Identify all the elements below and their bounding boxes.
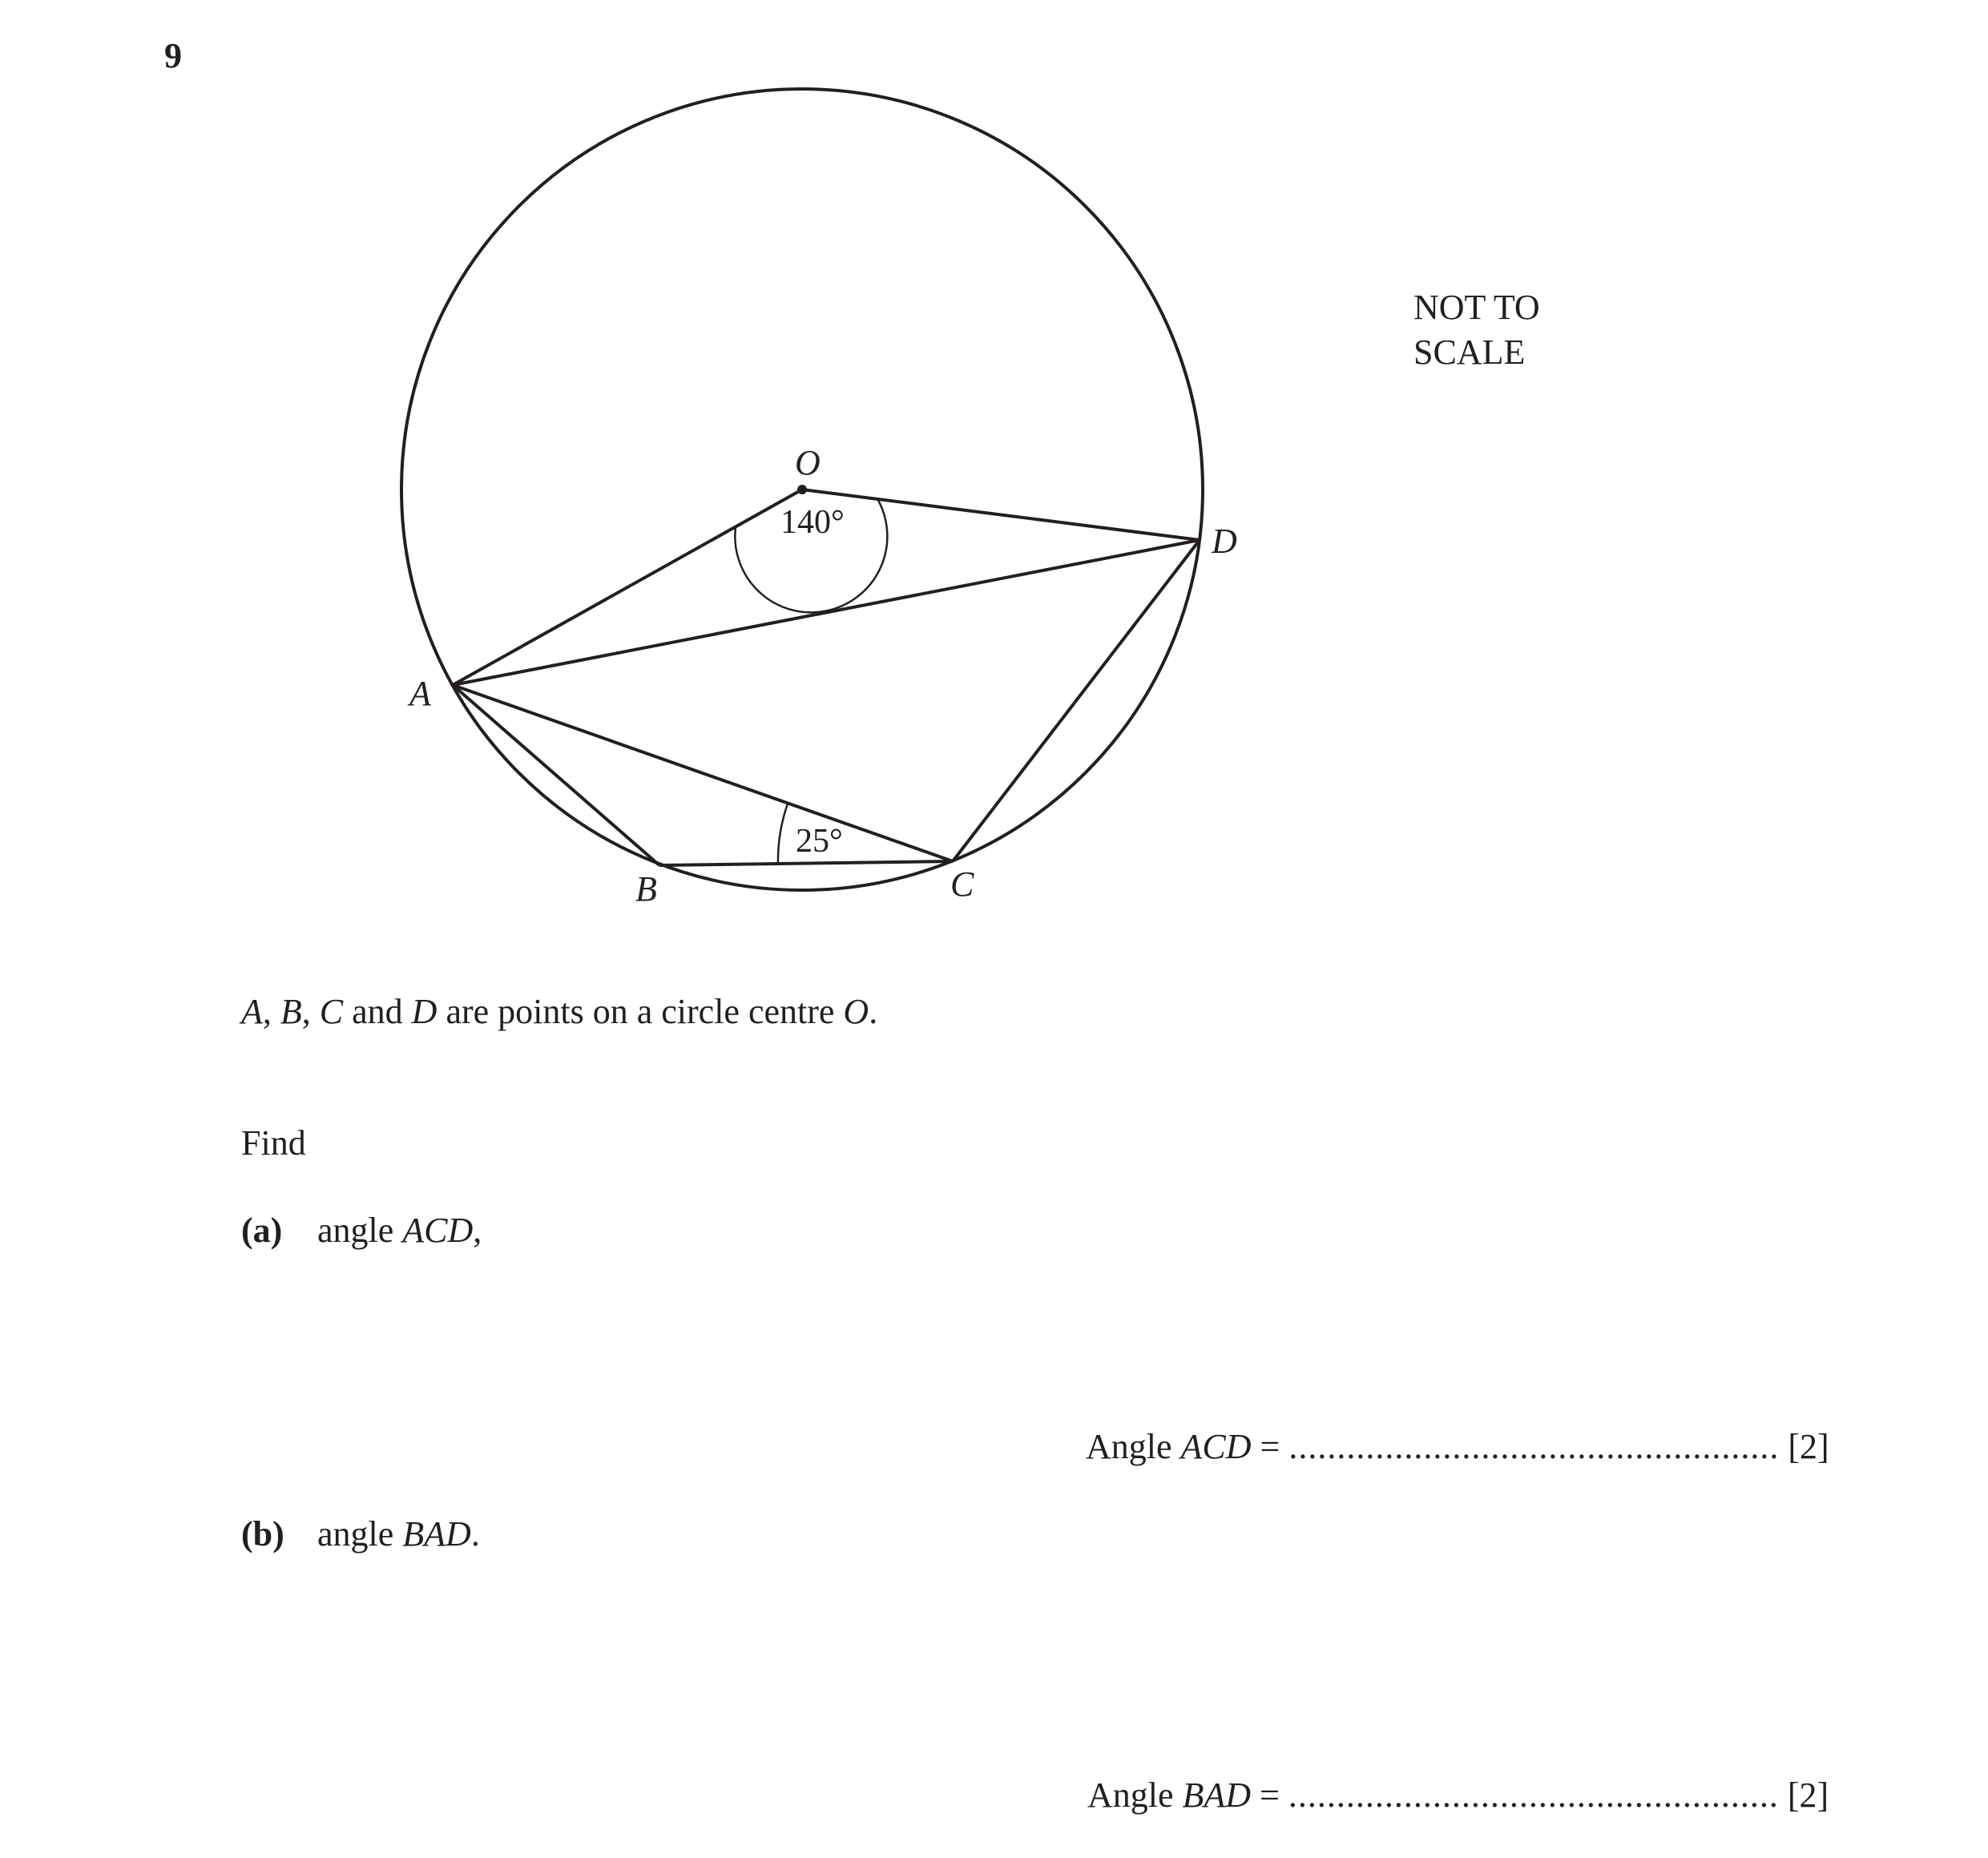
answer-a-prefix: Angle bbox=[1086, 1427, 1181, 1466]
stem-point-B: B bbox=[280, 992, 302, 1031]
part-b-suffix: . bbox=[470, 1514, 480, 1554]
answer-line-b bbox=[1087, 1775, 1829, 1816]
answer-b-angle: BAD bbox=[1182, 1775, 1252, 1815]
answer-b-field[interactable]: ................................................... bbox=[1288, 1775, 1779, 1815]
angle-label-ACB: 25° bbox=[796, 823, 843, 860]
label-O: O bbox=[795, 443, 821, 482]
label-A: A bbox=[409, 674, 431, 713]
part-b-question bbox=[241, 1513, 480, 1554]
stem-point-C: C bbox=[319, 992, 344, 1031]
answer-b-equals: = bbox=[1251, 1775, 1288, 1815]
stem-sep-5: . bbox=[869, 992, 878, 1031]
part-b-prefix: angle bbox=[317, 1514, 403, 1554]
find-instruction: Find bbox=[241, 1123, 306, 1163]
label-B: B bbox=[635, 869, 657, 909]
answer-a-marks: [2] bbox=[1779, 1427, 1829, 1466]
stem-point-A: A bbox=[241, 992, 263, 1031]
label-C: C bbox=[950, 865, 974, 904]
not-to-scale-note bbox=[1413, 285, 1540, 375]
centre-point bbox=[797, 485, 807, 494]
part-b-label: (b) bbox=[241, 1514, 284, 1554]
angle-arc-ACB bbox=[778, 803, 788, 864]
answer-b-prefix: Angle bbox=[1087, 1775, 1183, 1815]
answer-b-marks: [2] bbox=[1778, 1775, 1829, 1815]
part-a-prefix: angle bbox=[317, 1211, 403, 1250]
question-stem bbox=[241, 991, 877, 1032]
segment-AC bbox=[453, 685, 953, 861]
part-a-angle: ACD bbox=[402, 1211, 474, 1250]
answer-a-field[interactable]: ................................................... bbox=[1288, 1427, 1780, 1466]
stem-sep-4: are points on a circle centre bbox=[437, 992, 844, 1031]
stem-point-D: D bbox=[411, 992, 438, 1031]
part-b-angle: BAD bbox=[402, 1514, 471, 1554]
part-a-label: (a) bbox=[241, 1211, 283, 1250]
segment-AD bbox=[453, 540, 1200, 685]
part-a-question bbox=[241, 1210, 482, 1251]
question-number: 9 bbox=[164, 36, 182, 75]
stem-sep-3: and bbox=[343, 992, 412, 1031]
segment-AB bbox=[453, 685, 659, 865]
segment-BC bbox=[659, 861, 953, 865]
angle-label-AOD: 140° bbox=[780, 504, 845, 541]
stem-point-O: O bbox=[843, 992, 869, 1031]
label-D: D bbox=[1212, 522, 1237, 561]
part-a-suffix: , bbox=[473, 1211, 482, 1250]
answer-a-equals: = bbox=[1251, 1427, 1289, 1466]
segment-OA bbox=[453, 490, 802, 685]
stem-sep-1: , bbox=[262, 992, 280, 1031]
not-to-scale-line-2: SCALE bbox=[1413, 333, 1526, 372]
answer-line-a bbox=[1086, 1426, 1829, 1467]
answer-a-angle: ACD bbox=[1180, 1427, 1252, 1466]
stem-sep-2: , bbox=[301, 992, 320, 1031]
not-to-scale-line-1: NOT TO bbox=[1413, 288, 1540, 327]
segment-CD bbox=[953, 540, 1200, 861]
segment-OD bbox=[802, 490, 1200, 540]
